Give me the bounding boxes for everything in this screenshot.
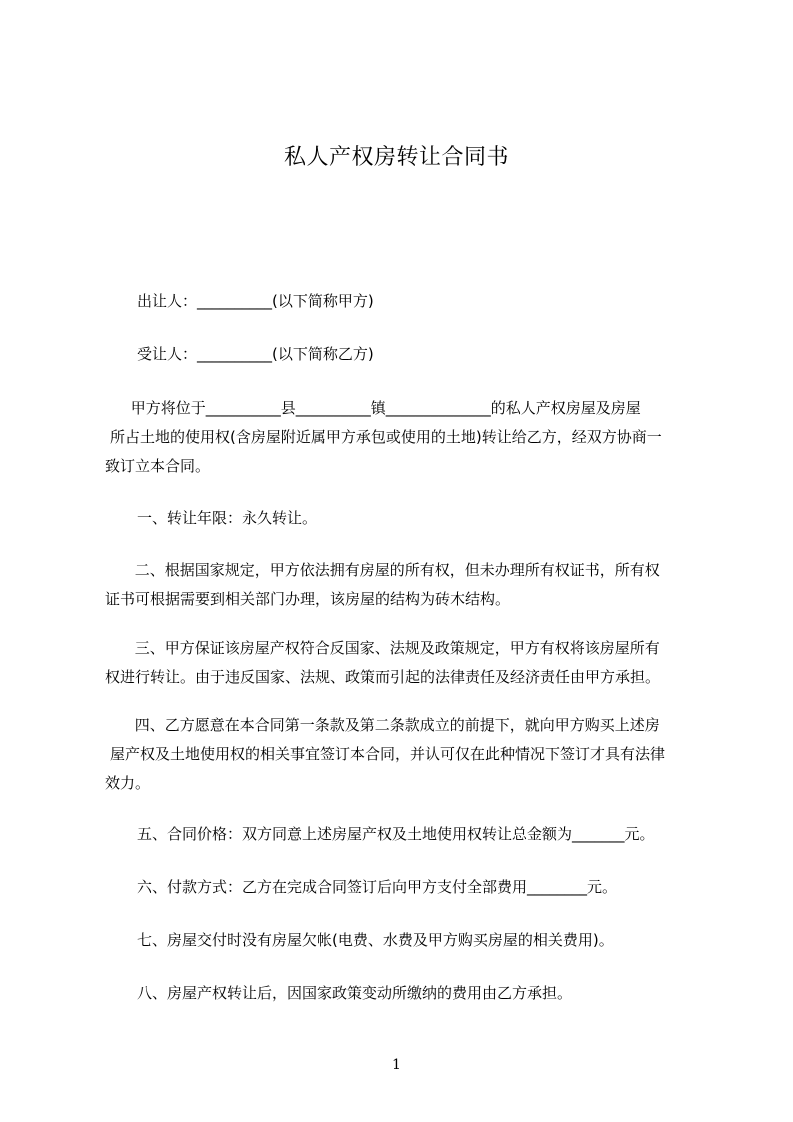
clause-4-line-3: 效力。 bbox=[105, 774, 151, 792]
clause-4-line-2: 屋产权及土地使用权的相关事宜签订本合同，并认可仅在此种情况下签订才具有法律 bbox=[110, 745, 666, 763]
clause-1: 一、转让年限：永久转让。 bbox=[137, 509, 318, 527]
page-number: 1 bbox=[392, 1057, 401, 1073]
intro-line-1: 甲方将位于__________县__________镇______________的私人产权房屋及房屋 bbox=[126, 399, 641, 417]
clause-7: 七、房屋交付时没有房屋欠帐(电费、水费及甲方购买房屋的相关费用)。 bbox=[137, 931, 614, 949]
clause-3-line-1: 三、甲方保证该房屋产权符合反国家、法规及政策规定，甲方有权将该房屋所有 bbox=[130, 639, 660, 657]
intro-line-3: 致订立本合同。 bbox=[105, 457, 211, 475]
transferee-line: 受让人：__________(以下简称乙方) bbox=[137, 345, 374, 363]
clause-3-line-2: 权进行转让。由于违反国家、法规、政策而引起的法律责任及经济责任由甲方承担。 bbox=[105, 668, 661, 686]
clause-2-line-2: 证书可根据需要到相关部门办理，该房屋的结构为砖木结构。 bbox=[105, 590, 511, 608]
clause-5: 五、合同价格：双方同意上述房屋产权及土地使用权转让总金额为_______元。 bbox=[137, 825, 655, 843]
transferor-line: 出让人：__________(以下简称甲方) bbox=[137, 292, 374, 310]
clause-6: 六、付款方式：乙方在完成合同签订后向甲方支付全部费用________元。 bbox=[137, 878, 618, 896]
intro-line-2: 所占土地的使用权(含房屋附近属甲方承包或使用的土地)转让给乙方，经双方协商一 bbox=[110, 428, 662, 446]
clause-8: 八、房屋产权转让后，因国家政策变动所缴纳的费用由乙方承担。 bbox=[137, 984, 573, 1002]
contract-title: 私人产权房转让合同书 bbox=[283, 145, 509, 170]
clause-4-line-1: 四、乙方愿意在本合同第一条款及第二条款成立的前提下，就向甲方购买上述房 bbox=[130, 716, 660, 734]
clause-2-line-1: 二、根据国家规定，甲方依法拥有房屋的所有权，但未办理所有权证书，所有权 bbox=[130, 561, 660, 579]
